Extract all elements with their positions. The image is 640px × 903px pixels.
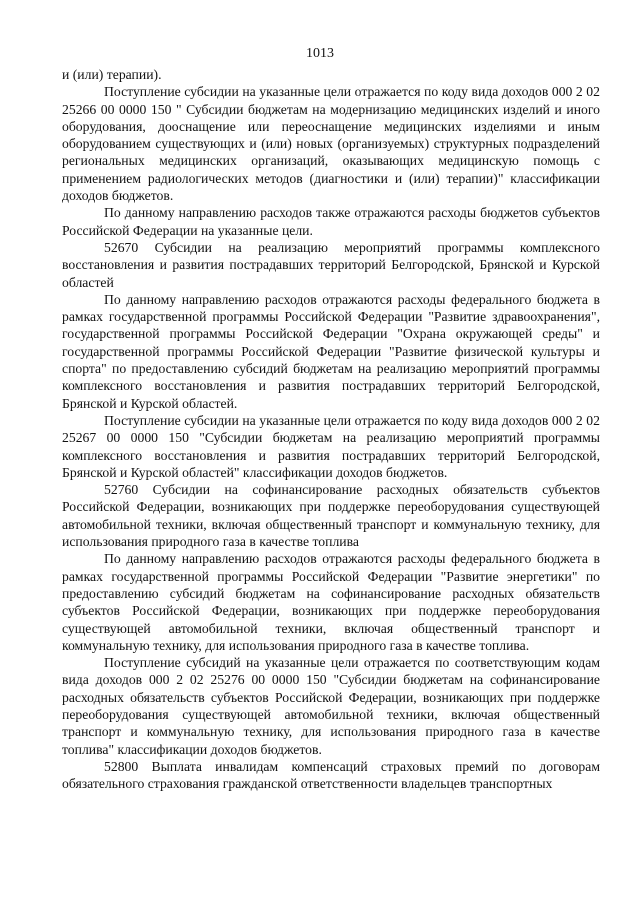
paragraph-52670-description: По данному направлению расходов отражаются расходы федерального бюджета в рамках государственной программы Российской Федерации "Развитие здравоохранения", государственной программы Российской Федерации "Охрана окружающей среды" и государственной программы Российской Федерации "Развитие физической культуры и спорта" по предоставлению субсидий бюджетам на реализацию мероприятий программы комплексного восстановления и развития пострадавших территорий Белгородской, Брянской и Курской областей. [62,291,600,411]
page-number: 1013 [306,46,334,61]
heading-52760: 52760 Субсидии на софинансирование расходных обязательств субъектов Российской Федерации, возникающих при поддержке переоборудования существующей автомобильной техники, включая общественный транспорт и коммунальную технику, для использования природного газа в качестве топлива [62,482,600,550]
paragraph-income-code-25266: Поступление субсидии на указанные цели отражается по коду вида доходов 000 2 02 25266 00 0000 150 " Субсидии бюджетам на модернизацию медицинских изделий и иного оборудования, дооснащение или переоснащение медицинских изделиями и иным оборудованием существующих и (или) новых (организуемых) структурных подразделений региональных медицинских организаций, оказывающих медицинскую помощь с применением радиологических методов (диагностики и (или) терапии)" классификации доходов бюджетов. [62,84,600,204]
paragraph-income-code-25267: Поступление субсидии на указанные цели отражается по коду вида доходов 000 2 02 25267 00 0000 150 "Субсидии бюджетам на реализацию мероприятий программы комплексного восстановления и развития пострадавших территорий Белгородской, Брянской и Курской областей" классификации доходов бюджетов. [62,412,600,480]
paragraph-continuation: и (или) терапии). [62,67,162,82]
paragraph-52760-description: По данному направлению расходов отражаются расходы федерального бюджета в рамках государственной программы Российской Федерации "Развитие энергетики" по предоставлению субсидий бюджетам на софинансирование расходных обязательств субъектов Российской Федерации, возникающих при поддержке переоборудования существующей автомобильной техники, включая общественный транспорт и коммунальную технику, для использования природного газа в качестве топлива. [62,551,600,653]
paragraph-income-code-25276: Поступление субсидий на указанные цели отражается по соответствующим кодам вида доходов 000 2 02 25276 00 0000 150 "Субсидии бюджетам на софинансирование расходных обязательств субъектов Российской Федерации, возникающих при поддержке переоборудования существующей автомобильной техники, включая общественный транспорт и коммунальную технику, для использования природного газа в качестве топлива" классификации доходов бюджетов. [62,655,600,757]
heading-52670: 52670 Субсидии на реализацию мероприятий программы комплексного восстановления и развития пострадавших территорий Белгородской, Брянской и Курской областей [62,239,600,290]
paragraph-regional-budgets: По данному направлению расходов также отражаются расходы бюджетов субъектов Российской Федерации на указанные цели. [62,205,600,238]
document-body [62,66,600,792]
heading-52800: 52800 Выплата инвалидам компенсаций страховых премий по договорам обязательного страхования гражданской ответственности владельцев транспортных [62,758,600,792]
